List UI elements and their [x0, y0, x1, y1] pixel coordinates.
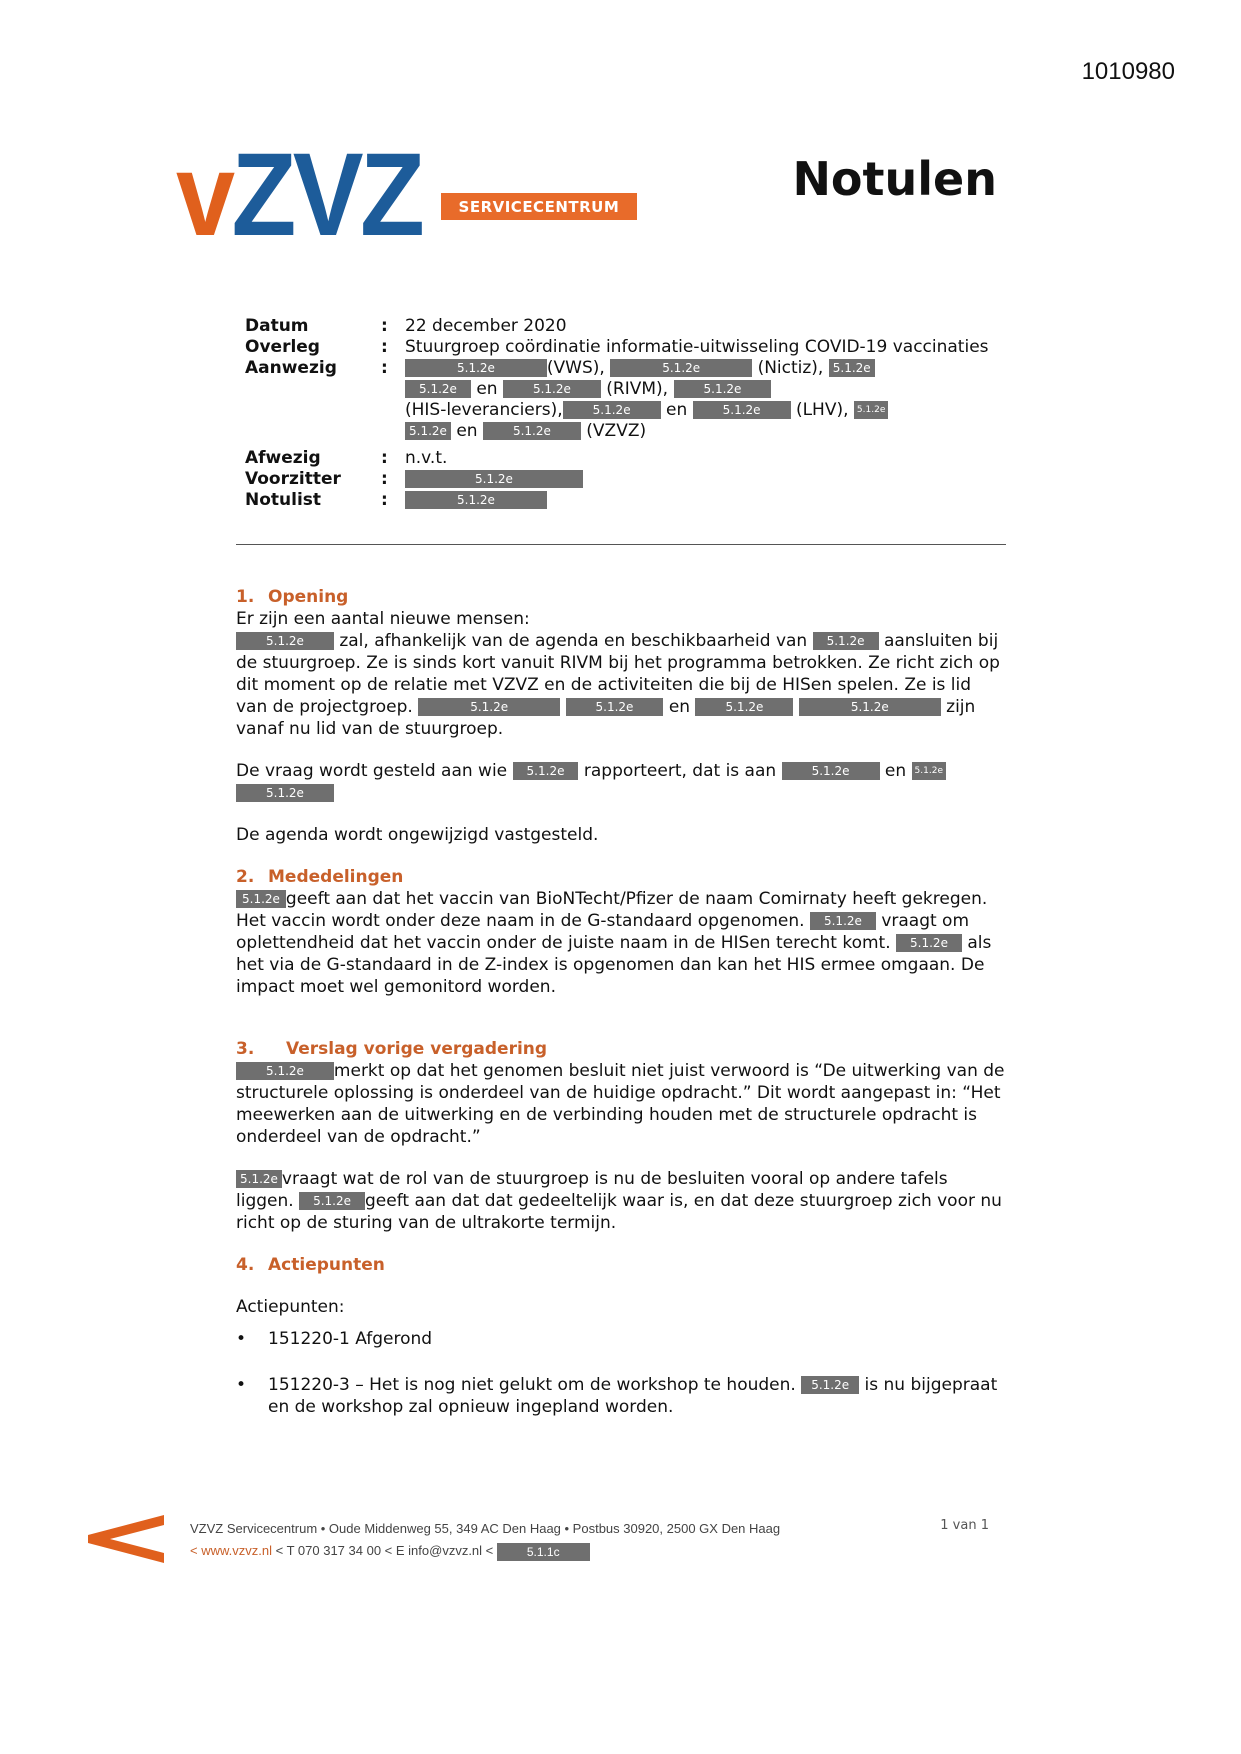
redaction-box: 5.1.2e — [236, 1170, 282, 1188]
paragraph: 5.1.2e merkt op dat het genomen besluit niet juist verwoord is “De uitwerking van de structurele oplossing is onderdeel van de huidige opdracht.” Dit wordt aangepast in: “Het meewerken aan de uitwerking en de verbinding houden met de structurele opdracht is onderdeel van de opdracht.” — [236, 1061, 1005, 1147]
meta-colon: : — [381, 358, 388, 378]
footer — [190, 1518, 780, 1562]
minutes-body — [236, 586, 1006, 1442]
meta-label: Overleg — [245, 337, 320, 357]
meta-label: Notulist — [245, 490, 322, 510]
aanwezig-part: en — [456, 421, 478, 441]
list-item: • 151220-1 Afgerond — [236, 1328, 1006, 1350]
meta-colon: : — [381, 337, 388, 357]
logo-letters: vZVZ — [176, 129, 422, 261]
redaction-box: 5.1.2e — [693, 401, 791, 419]
redaction-box: 5.1.2e — [912, 762, 946, 780]
aanwezig-part: en — [665, 400, 688, 420]
aanwezig-part: (LHV), — [795, 400, 849, 420]
redaction-box: 5.1.2e — [810, 912, 876, 930]
page-title: Notulen — [792, 152, 997, 206]
meta-value — [405, 490, 1017, 511]
redaction-box: 5.1.2e — [566, 698, 664, 716]
aanwezig-part: (Nictiz), — [757, 358, 824, 378]
meta-value: Stuurgroep coördinatie informatie-uitwisseling COVID-19 vaccinaties — [405, 337, 989, 357]
section-heading: 1. Opening — [236, 587, 349, 607]
meta-colon: : — [381, 448, 388, 468]
redaction-box: 5.1.2e — [829, 359, 875, 377]
redaction-box: 5.1.2e — [799, 698, 941, 716]
meta-afwezig — [245, 448, 1017, 469]
meta-label: Afwezig — [245, 448, 321, 468]
aanwezig-part: (VZVZ) — [586, 421, 647, 441]
footer-phone: < T 070 317 34 00 — [275, 1543, 382, 1558]
redaction-box: 5.1.2e — [236, 632, 334, 650]
redaction-box: 5.1.2e — [405, 422, 451, 440]
vzvz-logo — [176, 129, 637, 261]
meta-colon: : — [381, 490, 388, 510]
redaction-box: 5.1.1c — [497, 1543, 590, 1561]
meta-datum — [245, 316, 1017, 337]
paragraph: Er zijn een aantal nieuwe mensen: 5.1.2e zal, afhankelijk van de agenda en beschikbaarheid van 5.1.2e aansluiten bij de stuurgroep. Ze is sinds kort vanuit RIVM bij het programma betrokken. Ze richt zich op dit moment op de relatie met VZVZ en de activiteiten die bij de HISen spelen. Ze is lid van de projectgroep. 5.1.2e 5.1.2e en 5.1.2e 5.1.2e zijn vanaf nu lid van de stuurgroep. — [236, 609, 1000, 739]
meta-value — [405, 469, 1017, 490]
redaction-box: 5.1.2e — [782, 762, 880, 780]
meta-label: Voorzitter — [245, 469, 341, 489]
meta-voorzitter — [245, 469, 1017, 490]
redaction-box: 5.1.2e — [405, 359, 547, 377]
vzvz-arrow-icon — [88, 1515, 164, 1563]
logo-band: SERVICECENTRUM — [441, 193, 638, 220]
redaction-box: 5.1.2e — [610, 359, 752, 377]
section-heading: 2. Mededelingen — [236, 867, 404, 887]
redaction-box: 5.1.2e — [405, 491, 547, 509]
redaction-box: 5.1.2e — [236, 890, 286, 908]
aanwezig-part: en — [476, 379, 498, 399]
meta-value: n.v.t. — [405, 448, 448, 468]
divider — [236, 544, 1006, 545]
meta-notulist — [245, 490, 1017, 511]
paragraph: Actiepunten: — [236, 1297, 345, 1317]
paragraph: De agenda wordt ongewijzigd vastgesteld. — [236, 825, 599, 845]
meta-value — [405, 358, 1017, 442]
redaction-box: 5.1.2e — [563, 401, 661, 419]
meta-label: Datum — [245, 316, 309, 336]
paragraph: 5.1.2e vraagt wat de rol van de stuurgroep is nu de besluiten vooral op andere tafels liggen. 5.1.2e geeft aan dat dat gedeeltelijk waar is, en dat deze stuurgroep zich voor nu richt op de sturing van de ultrakorte termijn. — [236, 1169, 1002, 1233]
meta-colon: : — [381, 469, 388, 489]
aanwezig-part: (VWS), — [546, 358, 605, 378]
redaction-box: 5.1.2e — [813, 632, 879, 650]
paragraph: 5.1.2e geeft aan dat het vaccin van BioNTecht/Pfizer de naam Comirnaty heeft gekregen. Het vaccin wordt onder deze naam in de G-standaard opgenomen. 5.1.2e vraagt om oplettendheid dat het vaccin onder de juiste naam in de HISen terecht komt. 5.1.2e als het via de G-standaard in de Z-index is opgenomen dan kan het HIS ermee omgaan. De impact moet wel gemonitord worden. — [236, 889, 992, 997]
aanwezig-part: (RIVM), — [606, 379, 669, 399]
list-item: • 151220-3 – Het is nog niet gelukt om de workshop te houden. 5.1.2e is nu bijgepraat en de workshop zal opnieuw ingepland worden. — [236, 1374, 1006, 1418]
redaction-box: 5.1.2e — [236, 784, 334, 802]
meta-aanwezig — [245, 358, 1017, 442]
footer-email[interactable]: < E info@vzvz.nl < — [384, 1543, 494, 1558]
footer-address: VZVZ Servicecentrum • Oude Middenweg 55, 349 AC Den Haag • Postbus 30920, 2500 GX Den Haag — [190, 1521, 781, 1536]
redaction-box: 5.1.2e — [854, 401, 888, 419]
aanwezig-part: (HIS-leveranciers), — [405, 400, 563, 420]
document-id: 1010980 — [1081, 58, 1175, 85]
page-number: 1 van 1 — [940, 1518, 989, 1533]
redaction-box: 5.1.2e — [236, 1062, 334, 1080]
redaction-box: 5.1.2e — [418, 698, 560, 716]
redaction-box: 5.1.2e — [513, 762, 579, 780]
footer-website-link[interactable]: < www.vzvz.nl — [190, 1543, 272, 1558]
redaction-box: 5.1.2e — [896, 934, 962, 952]
redaction-box: 5.1.2e — [405, 470, 583, 488]
redaction-box: 5.1.2e — [503, 380, 601, 398]
section-heading: 4. Actiepunten — [236, 1255, 385, 1275]
redaction-box: 5.1.2e — [695, 698, 793, 716]
footer-contact — [190, 1540, 780, 1562]
meta-label: Aanwezig — [245, 358, 337, 378]
redaction-box: 5.1.2e — [483, 422, 581, 440]
paragraph: De vraag wordt gesteld aan wie 5.1.2e rapporteert, dat is aan 5.1.2e en 5.1.2e 5.1.2e — [236, 760, 1006, 804]
meta-value: 22 december 2020 — [405, 316, 567, 336]
meta-colon: : — [381, 316, 388, 336]
meta-overleg — [245, 337, 1017, 358]
meeting-metadata — [245, 316, 1017, 511]
redaction-box: 5.1.2e — [674, 380, 772, 398]
action-list — [236, 1328, 1006, 1418]
redaction-box: 5.1.2e — [299, 1192, 365, 1210]
redaction-box: 5.1.2e — [405, 380, 471, 398]
section-heading: 3. Verslag vorige vergadering — [236, 1039, 548, 1059]
redaction-box: 5.1.2e — [801, 1376, 859, 1394]
